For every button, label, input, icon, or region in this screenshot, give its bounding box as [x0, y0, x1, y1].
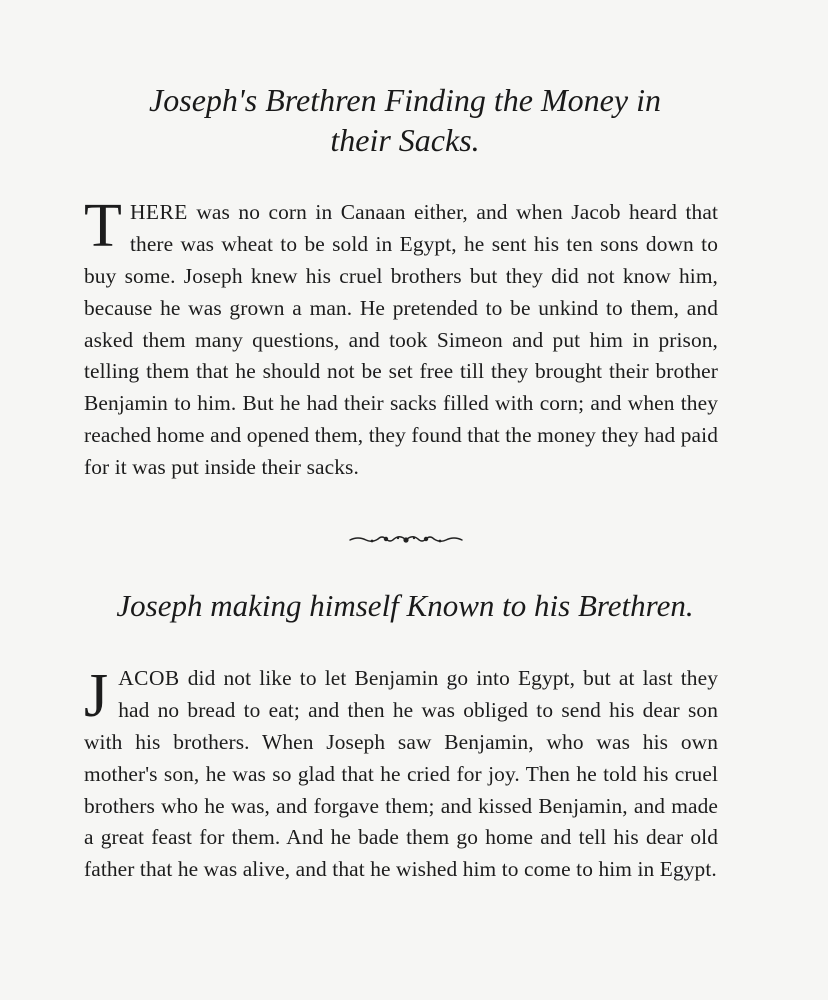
story-paragraph-joseph-known — [84, 663, 718, 886]
story-title-joseph-brethren-money — [84, 80, 726, 160]
lead-word: ACOB — [118, 666, 180, 691]
drop-cap-t: T — [84, 192, 122, 261]
title-line-1: Joseph's Brethren Finding the Money in — [149, 82, 661, 118]
story-body: did not like to let Benjamin go into Egypt, but at last they had no bread to eat; and then he was obliged to send his dear son with his brothers. When Joseph saw Benjamin, who was his own mother's son, he was so glad that he cried for joy. Then he told his cruel brothers who he was, and forgave them; and kissed Benjamin, and made a great feast for them. And he bade them go home and tell his dear old father that he was alive, and that he wished him to come to him in Egypt. — [84, 666, 718, 882]
scroll-flourish-icon — [348, 532, 464, 548]
drop-cap-j: J — [84, 662, 109, 731]
story-paragraph-money-in-sacks — [84, 192, 718, 483]
lead-word: HERE — [129, 200, 188, 225]
story-title-joseph-known: Joseph making himself Known to his Brethren. — [116, 588, 694, 623]
book-page — [84, 0, 726, 1000]
story-body: was no corn in Canaan either, and when Jacob heard that there was wheat to be sold in Egypt, he sent his ten sons down to buy some. Joseph knew his cruel brothers but they did not know him, because he was grown a man. He pretended to be unkind to them, and asked them many questions, and took Simeon and put him in prison, telling them that he should not be set free till they brought their brother Benjamin to him. But he had their sacks filled with corn; and when they reached home and opened them, they found that the money they had paid for it was put inside their sacks. — [84, 200, 718, 479]
title-line-2: their Sacks. — [330, 122, 480, 158]
